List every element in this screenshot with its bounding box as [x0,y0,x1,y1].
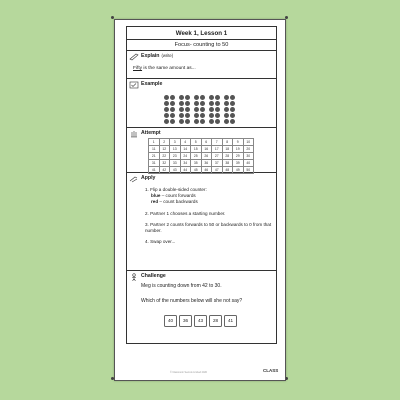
counter-dot [209,101,214,106]
counter-dot [164,107,169,112]
apply-section [127,173,276,271]
grid-cell: 50 [243,167,254,174]
option-box: 40 [164,315,177,327]
grid-cell: 10 [243,139,254,146]
counter-dot [209,119,214,124]
counter-dot [230,101,235,106]
counter-dot [194,101,199,106]
grid-cell: 20 [243,146,254,153]
counter-dot [170,95,175,100]
blue-rule: blue – count forwards [151,193,196,199]
grid-cell: 48 [222,167,233,174]
hand-icon [129,130,139,138]
counter-dot [164,113,169,118]
grid-row [149,153,254,160]
counter-dot [164,101,169,106]
explain-sentence: Fifty is the same amount as... [133,66,196,71]
step-2: 2. Partner 1 chooses a starting number. [145,210,226,216]
counter-dot [209,113,214,118]
grid-cell: 18 [222,146,233,153]
figure-icon [129,273,139,281]
counter-dot [200,119,205,124]
explain-heading: Explain (write) [141,53,174,59]
grid-cell: 30 [243,153,254,160]
grid-cell: 46 [201,167,212,174]
pencil-hand-icon [129,53,139,61]
grid-cell: 1 [149,139,160,146]
counter-dot [200,113,205,118]
counter-dot [200,95,205,100]
counter-dot [185,119,190,124]
step-1: 1. Flip a double-sided counter: blue – count forwards red – count backwards [145,187,273,206]
grid-cell: 5 [191,139,202,146]
grid-cell: 45 [191,167,202,174]
grid-cell: 40 [243,160,254,167]
number-options [164,315,239,327]
counter-dot [185,107,190,112]
grid-cell: 34 [180,160,191,167]
example-heading: Example [141,81,163,87]
counter-dot [164,95,169,100]
challenge-heading: Challenge [141,273,166,279]
grid-cell: 9 [233,139,244,146]
grid-cell: 12 [159,146,170,153]
grid-row [149,160,254,167]
grid-cell: 31 [149,160,160,167]
option-box: 36 [179,315,192,327]
lesson-focus: Focus- counting to 50 [127,40,276,51]
counter-dot [179,101,184,106]
counter-dot [230,107,235,112]
counter-dot [209,107,214,112]
grid-cell: 33 [170,160,181,167]
counter-dot [200,101,205,106]
grid-cell: 17 [212,146,223,153]
attempt-section [127,128,276,173]
grid-cell: 19 [233,146,244,153]
grid-cell: 6 [201,139,212,146]
grid-cell: 26 [201,153,212,160]
counter-dot [215,101,220,106]
counter-dot [224,113,229,118]
counter-dot [179,113,184,118]
step-4: 4. Swap over... [145,239,176,245]
grid-cell: 44 [180,167,191,174]
counter-dot [194,107,199,112]
challenge-section [127,271,276,343]
counter-dot [179,95,184,100]
grid-cell: 7 [212,139,223,146]
worksheet-frame [126,26,277,344]
grid-cell: 39 [233,160,244,167]
option-box: 28 [209,315,222,327]
grid-cell: 28 [222,153,233,160]
challenge-question: Which of the numbers below will she not say? [141,298,243,304]
grid-cell: 3 [170,139,181,146]
counter-dot [194,113,199,118]
counter-dot [179,119,184,124]
grid-row [149,146,254,153]
grid-cell: 47 [212,167,223,174]
grid-cell: 43 [170,167,181,174]
grid-cell: 42 [159,167,170,174]
grid-cell: 32 [159,160,170,167]
counter-dot [170,101,175,106]
grid-cell: 41 [149,167,160,174]
counter-dot [185,101,190,106]
grid-cell: 23 [170,153,181,160]
option-box: 43 [194,315,207,327]
counter-dot [215,107,220,112]
grid-cell: 22 [159,153,170,160]
counter-dot [230,113,235,118]
tick-board-icon [129,81,139,89]
counter-dot [230,119,235,124]
grid-row [149,139,254,146]
counter-dot [224,119,229,124]
counter-dot [164,119,169,124]
counter-dot [215,119,220,124]
grid-cell: 13 [170,146,181,153]
grid-cell: 35 [191,160,202,167]
grid-cell: 29 [233,153,244,160]
pointing-hand-icon [129,175,139,183]
grid-cell: 14 [180,146,191,153]
grid-cell: 36 [201,160,212,167]
grid-cell: 37 [212,160,223,167]
counter-dot [170,107,175,112]
lesson-title: Week 1, Lesson 1 [127,27,276,40]
step-3: 3. Partner 2 counts forwards to 50 or backwards to 0 from that number. [145,221,272,234]
red-rule: red – count backwards [151,199,198,205]
counter-dot [185,95,190,100]
counter-dot [200,107,205,112]
example-section [127,79,276,128]
grid-cell: 16 [201,146,212,153]
apply-steps [145,187,273,250]
counter-dot [215,113,220,118]
grid-cell: 8 [222,139,233,146]
counter-dot [215,95,220,100]
hundred-square-grid [148,138,254,174]
counter-dot [224,95,229,100]
challenge-text: Meg is counting down from 42 to 30. [141,283,222,289]
counter-dot [209,95,214,100]
option-box: 41 [224,315,237,327]
counter-dot [224,101,229,106]
counter-dot [230,95,235,100]
grid-cell: 15 [191,146,202,153]
grid-cell: 21 [149,153,160,160]
grid-cell: 38 [222,160,233,167]
copyright-text: © Classroom Secrets Limited 2020 [170,371,207,374]
counter-dot [179,107,184,112]
counter-dot [194,119,199,124]
explain-section [127,51,276,79]
grid-cell: 24 [180,153,191,160]
grid-cell: 49 [233,167,244,174]
attempt-heading: Attempt [141,130,161,136]
grid-cell: 2 [159,139,170,146]
grid-cell: 27 [212,153,223,160]
counter-dot [170,119,175,124]
counter-dot [194,95,199,100]
worksheet-card [114,19,286,381]
counter-dot [224,107,229,112]
counter-dot [170,113,175,118]
brand-logo: CLASS [263,368,279,373]
grid-cell: 25 [191,153,202,160]
counter-dot [185,113,190,118]
apply-heading: Apply [141,175,156,181]
grid-cell: 4 [180,139,191,146]
grid-cell: 11 [149,146,160,153]
